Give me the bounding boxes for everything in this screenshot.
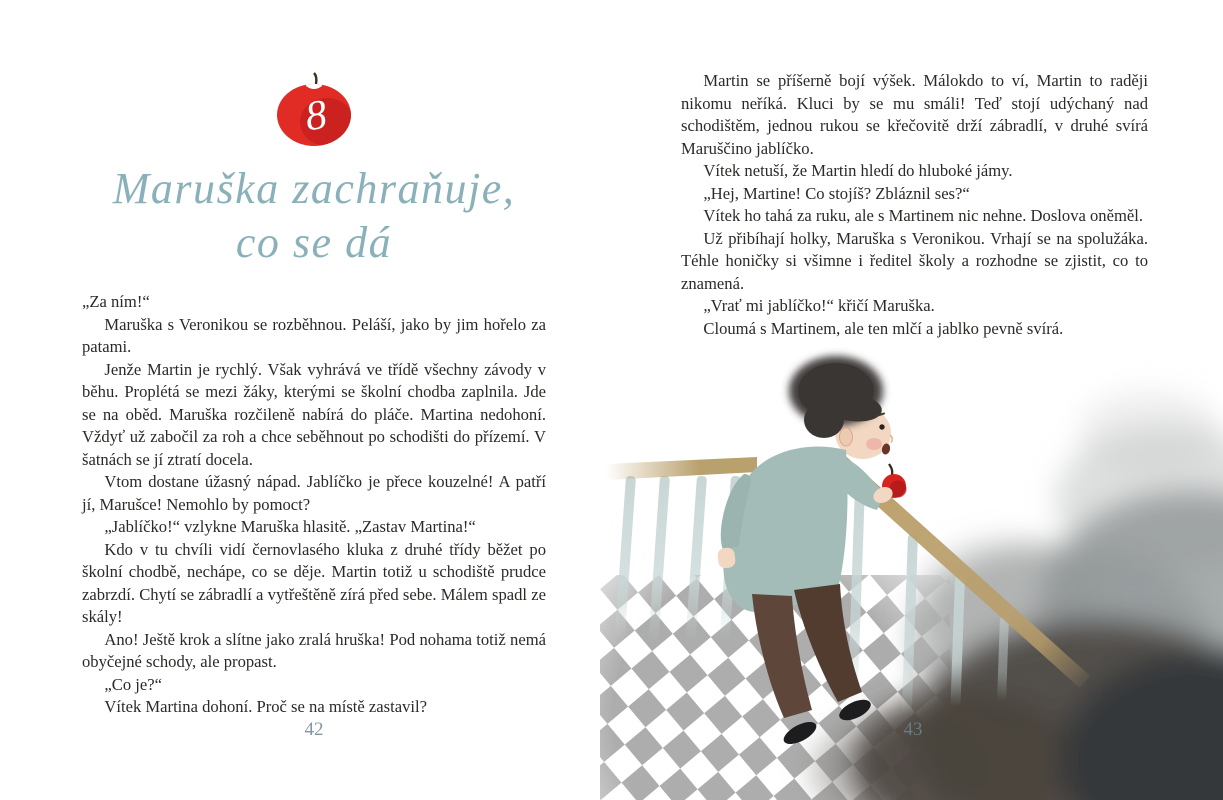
- paragraph: Vítek ho tahá za ruku, ale s Martinem nic nehne. Doslova oněměl.: [703, 206, 1144, 225]
- page-number-right: 43: [903, 719, 923, 740]
- paragraph: „Co je?“: [104, 674, 162, 694]
- chapter-title-line2: co se dá: [235, 218, 393, 267]
- paragraph: Cloumá s Martinem, ale ten mlčí a jablko pevně svírá.: [703, 318, 1064, 338]
- chapter-number: 8: [302, 91, 330, 141]
- boy-nose: [890, 435, 892, 443]
- chapter-apple-icon: [272, 72, 356, 148]
- boy-cheek: [866, 438, 882, 450]
- chapter-title-line1: Maruška zachraňuje,: [112, 164, 516, 213]
- paragraph: Kdo v tu chvíli vidí černovlasého kluka z druhé třídy běžet po školní chodbě, nechápe, co se děje. Martin totiž u schodiště prudce zabrzdí. Chytí se zábradlí a vytřeštěně zírá před sebe. Málem spadl ze skály!: [82, 539, 546, 626]
- paragraph: „Jablíčko!“ vzlykne Maruška hlasitě. „Zastav Martina!“: [104, 517, 476, 536]
- chapter-badge-wrap: [82, 72, 546, 148]
- paragraph: Vítek Martina dohoní. Proč se na místě zastavil?: [104, 697, 427, 716]
- paragraph: „Za ním!“: [82, 292, 150, 311]
- right-page-text: [681, 70, 1148, 340]
- boy-ear: [840, 428, 853, 446]
- paragraph: Vtom dostane úžasný nápad. Jablíčko je přece kouzelné! A patří jí, Marušce! Nemohlo by pomoct?: [82, 472, 546, 514]
- paragraph: Vítek netuší, že Martin hledí do hluboké jámy.: [703, 161, 1013, 180]
- left-page-text: [82, 291, 546, 719]
- apple-stem: [314, 73, 316, 84]
- page-number-left: 42: [304, 719, 324, 740]
- paragraph: Martin se příšerně bojí výšek. Málokdo to ví, Martin to raději nikomu neříká. Kluci by se mu smáli! Teď stojí udýchaný nad schodištěm, jednou rukou se křečovitě drží zábradlí, v druhé svírá Maruščino jablíčko.: [681, 71, 1148, 158]
- paragraph: Ano! Ještě krok a slítne jako zralá hruška! Pod nohama totiž nemá obyčejné schody, ale propast.: [82, 629, 546, 671]
- boy-eye: [879, 424, 884, 429]
- paragraph: Maruška s Veronikou se rozběhnou. Peláší, jako by jim hořelo za patami.: [82, 314, 546, 356]
- paragraph: Už přibíhají holky, Maruška s Veronikou. Vrhají se na spolužáka. Téhle honičky si všimne i ředitel školy a rozhodne se zjistit, co to znamená.: [681, 228, 1148, 293]
- paragraph: „Hej, Martine! Co stojíš? Zbláznil ses?“: [703, 183, 970, 203]
- paragraph: „Vrať mi jablíčko!“ křičí Maruška.: [703, 296, 935, 315]
- paragraph: Jenže Martin je rychlý. Však vyhrává ve třídě všechny závody v běhu. Proplétá se mezi žáky, kterými se školní chodba zaplnila. Jde se na oběd. Maruška rozčileně nabírá do pláče. Martina nedohoní. Vždyť už zabočil za roh a chce seběhnout po schodišti do přízemí. V šatnách se jí ztratí docela.: [82, 359, 546, 469]
